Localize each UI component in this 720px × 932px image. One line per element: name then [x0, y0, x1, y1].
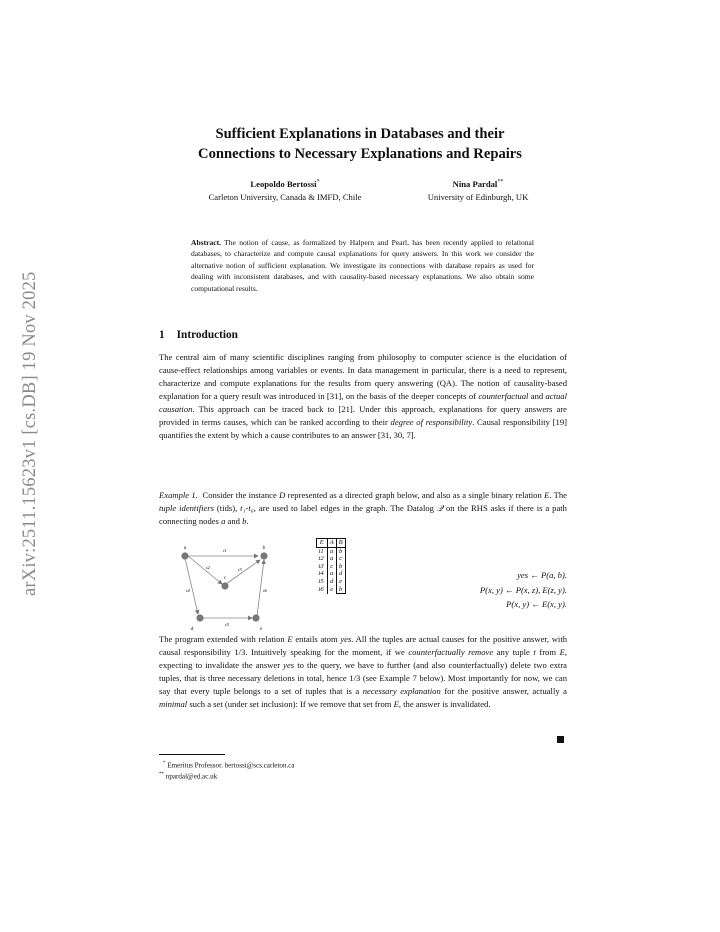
- author-name: Nina Pardal: [452, 178, 498, 189]
- text-run: , the answer is invalidated.: [398, 699, 491, 709]
- math-run: 𝒬: [436, 503, 444, 513]
- author-name: Leopoldo Bertossi: [250, 178, 317, 189]
- text-run: .: [246, 516, 249, 526]
- text-run: entails atom: [292, 634, 341, 644]
- edge-t3: [223, 560, 260, 584]
- math-run: yes: [283, 660, 295, 670]
- table-row: [317, 570, 346, 578]
- datalog-rule: P(x, y) ← E(x, y).: [506, 599, 567, 609]
- cell-b: b: [336, 563, 345, 571]
- author-affiliation: Carleton University, Canada & IMFD, Chile: [208, 191, 362, 202]
- emph-run: tuple identifiers: [159, 503, 214, 513]
- table-row: [317, 578, 346, 586]
- math-run: t₁-t₆: [240, 503, 254, 513]
- text-run: . All the tuples are actual causes for the positive answer, with causal responsibility 1/3. Intuitively speaking for the moment, if we: [159, 634, 568, 657]
- tid-cell: t4: [318, 570, 324, 578]
- node-c: [221, 582, 228, 589]
- text-run: for the positive answer, actually a: [440, 686, 567, 696]
- edge-t2: [188, 556, 222, 584]
- tid-cell: t3: [318, 562, 324, 570]
- cell-b: d: [336, 570, 345, 578]
- node-label: d: [190, 627, 194, 632]
- table-row: [317, 547, 346, 555]
- example-paragraph: [159, 489, 567, 528]
- text-run: from: [535, 647, 560, 657]
- relation-table: [316, 538, 346, 594]
- section-heading: [159, 329, 238, 341]
- emph-run: necessary explanation: [362, 686, 441, 696]
- text-run: , are used to label edges in the graph. The Datalog: [253, 503, 437, 513]
- section-number: 1: [159, 329, 165, 341]
- math-run: t: [533, 647, 536, 657]
- edge-t4: [185, 558, 198, 614]
- text-run: , expecting to invalidate the answer: [159, 647, 567, 670]
- text-run: on the RHS asks if there is a path connecting nodes: [159, 503, 567, 526]
- column-header: B: [336, 539, 345, 548]
- node-a: [181, 552, 188, 559]
- node-label: e: [259, 627, 263, 632]
- footnote-mark: *: [163, 761, 166, 766]
- cell-a: a: [327, 570, 336, 578]
- footnote-mark: **: [159, 772, 164, 777]
- edge-label: t4: [186, 588, 190, 593]
- cell-a: a: [327, 547, 336, 555]
- text-run: and: [225, 516, 243, 526]
- explanation-paragraph: [159, 633, 567, 711]
- arxiv-side-stamp: arXiv:2511.15623v1 [cs.DB] 19 Nov 2025: [20, 271, 40, 596]
- datalog-rule: yes ← P(a, b).: [517, 570, 567, 580]
- author-mark: *: [316, 179, 320, 185]
- cell-a: a: [327, 555, 336, 563]
- cell-b: e: [336, 578, 345, 586]
- table-row: [317, 555, 346, 563]
- emph-run: actual causation: [159, 391, 567, 414]
- cell-b: c: [336, 555, 345, 563]
- math-run: E: [544, 490, 550, 500]
- table-row: [317, 563, 346, 571]
- text-run: The central aim of many scientific disciplines ranging from philosophy to computer science is the elucidation of cause-effect relationships among variables or events. In data management in particular, there is a need to represent, characterize and compute explanations for the results from query answering (QA). The notion of causality-based explanation for a query result was introduced in [31], on the basis of the deeper concepts of: [159, 352, 567, 401]
- table-header-row: [317, 539, 346, 548]
- text-run: and: [528, 391, 546, 401]
- cell-a: e: [327, 586, 336, 594]
- title-line-2: Connections to Necessary Explanations and Repairs: [198, 146, 522, 162]
- text-run: (tids),: [213, 503, 241, 513]
- edge-label: t3: [238, 567, 242, 572]
- edge-label: t1: [223, 548, 227, 553]
- footnote-text: npardal@ed.ac.uk: [165, 772, 218, 781]
- text-run: any tuple: [493, 647, 534, 657]
- tid-cell: t6: [318, 585, 324, 593]
- math-run: a: [221, 516, 226, 526]
- text-run: Consider the instance: [202, 490, 280, 500]
- cell-b: b: [336, 547, 345, 555]
- edge-label: t5: [225, 622, 229, 627]
- edge-label: t2: [206, 565, 210, 570]
- cell-a: c: [327, 563, 336, 571]
- example-label: Example 1.: [159, 490, 198, 500]
- text-run: . The: [549, 490, 567, 500]
- footnote: [159, 769, 217, 782]
- math-run: D: [279, 490, 286, 500]
- datalog-program: [480, 568, 567, 612]
- database-graph: [170, 540, 290, 632]
- tid-cell: t1: [318, 547, 324, 555]
- text-run: The program extended with relation: [159, 634, 288, 644]
- node-label: b: [262, 546, 266, 551]
- text-run: . Causal responsibility [19] quantifies the extent by which a cause contributes to an answer [31, 30, 7].: [159, 417, 567, 440]
- title-line-1: Sufficient Explanations in Databases and their: [215, 126, 505, 142]
- author-1: [183, 176, 387, 204]
- node-label: a: [183, 546, 187, 551]
- column-header: A: [327, 539, 336, 548]
- relation-name: E: [317, 539, 328, 548]
- author-affiliation: University of Edinburgh, UK: [427, 191, 529, 202]
- qed-square: [557, 736, 564, 743]
- node-e: [252, 614, 259, 621]
- cell-b: b: [336, 586, 345, 594]
- node-label: c: [223, 576, 227, 581]
- text-run: . This approach can be traced back to [21]. Under this approach, explanations for query answers are provided in terms causes, which can be ranked according to their: [159, 404, 567, 427]
- tid-cell: t2: [318, 555, 324, 563]
- text-run: such a set (under set inclusion): If we remove that set from: [187, 699, 394, 709]
- emph-run: degree of responsibility: [390, 417, 473, 427]
- text-run: represented as a directed graph below, and also as a single binary relation: [285, 490, 545, 500]
- section-title: Introduction: [176, 329, 238, 341]
- cell-a: d: [327, 578, 336, 586]
- paper-title: [0, 124, 720, 164]
- math-run: E: [559, 647, 565, 657]
- node-b: [260, 552, 267, 559]
- tid-cell: t5: [318, 577, 324, 585]
- footnote-divider: [159, 754, 225, 755]
- abstract-text: The notion of cause, as formalized by Halpern and Pearl, has been recently applied to relational databases, to characterize and compute causal explanations for query answers. In this work we consider the alternative notion of sufficient explanation. We investigate its connections with database repairs as used for dealing with inconsistent databases, and with causality-based necessary explanations. We also obtain some computational results.: [191, 238, 534, 293]
- datalog-rule: P(x, y) ← P(x, z), E(z, y).: [479, 584, 567, 595]
- abstract: [191, 237, 534, 294]
- math-run: yes: [340, 634, 352, 644]
- math-run: E: [393, 699, 399, 709]
- intro-paragraph: [159, 351, 567, 442]
- math-run: b: [242, 516, 247, 526]
- author-mark: **: [497, 179, 504, 185]
- emph-run: minimal: [159, 699, 188, 709]
- emph-run: counterfactually remove: [408, 647, 494, 657]
- author-2: [404, 176, 552, 204]
- text-run: to the query, we have to further (and also counterfactually) delete two extra tuples, that is three necessary deletions in total, hence 1/3 (see Example 7 below). Most importantly for now, we can say that every tuple belongs to a set of tuples that is a: [159, 660, 567, 696]
- table-row: [317, 586, 346, 594]
- node-d: [196, 614, 203, 621]
- abstract-label: Abstract.: [191, 238, 221, 247]
- emph-run: counterfactual: [478, 391, 529, 401]
- edge-label: t6: [263, 588, 267, 593]
- math-run: E: [287, 634, 293, 644]
- footnote-text: Emeritus Professor. bertossi@scs.carleton.ca: [167, 761, 295, 770]
